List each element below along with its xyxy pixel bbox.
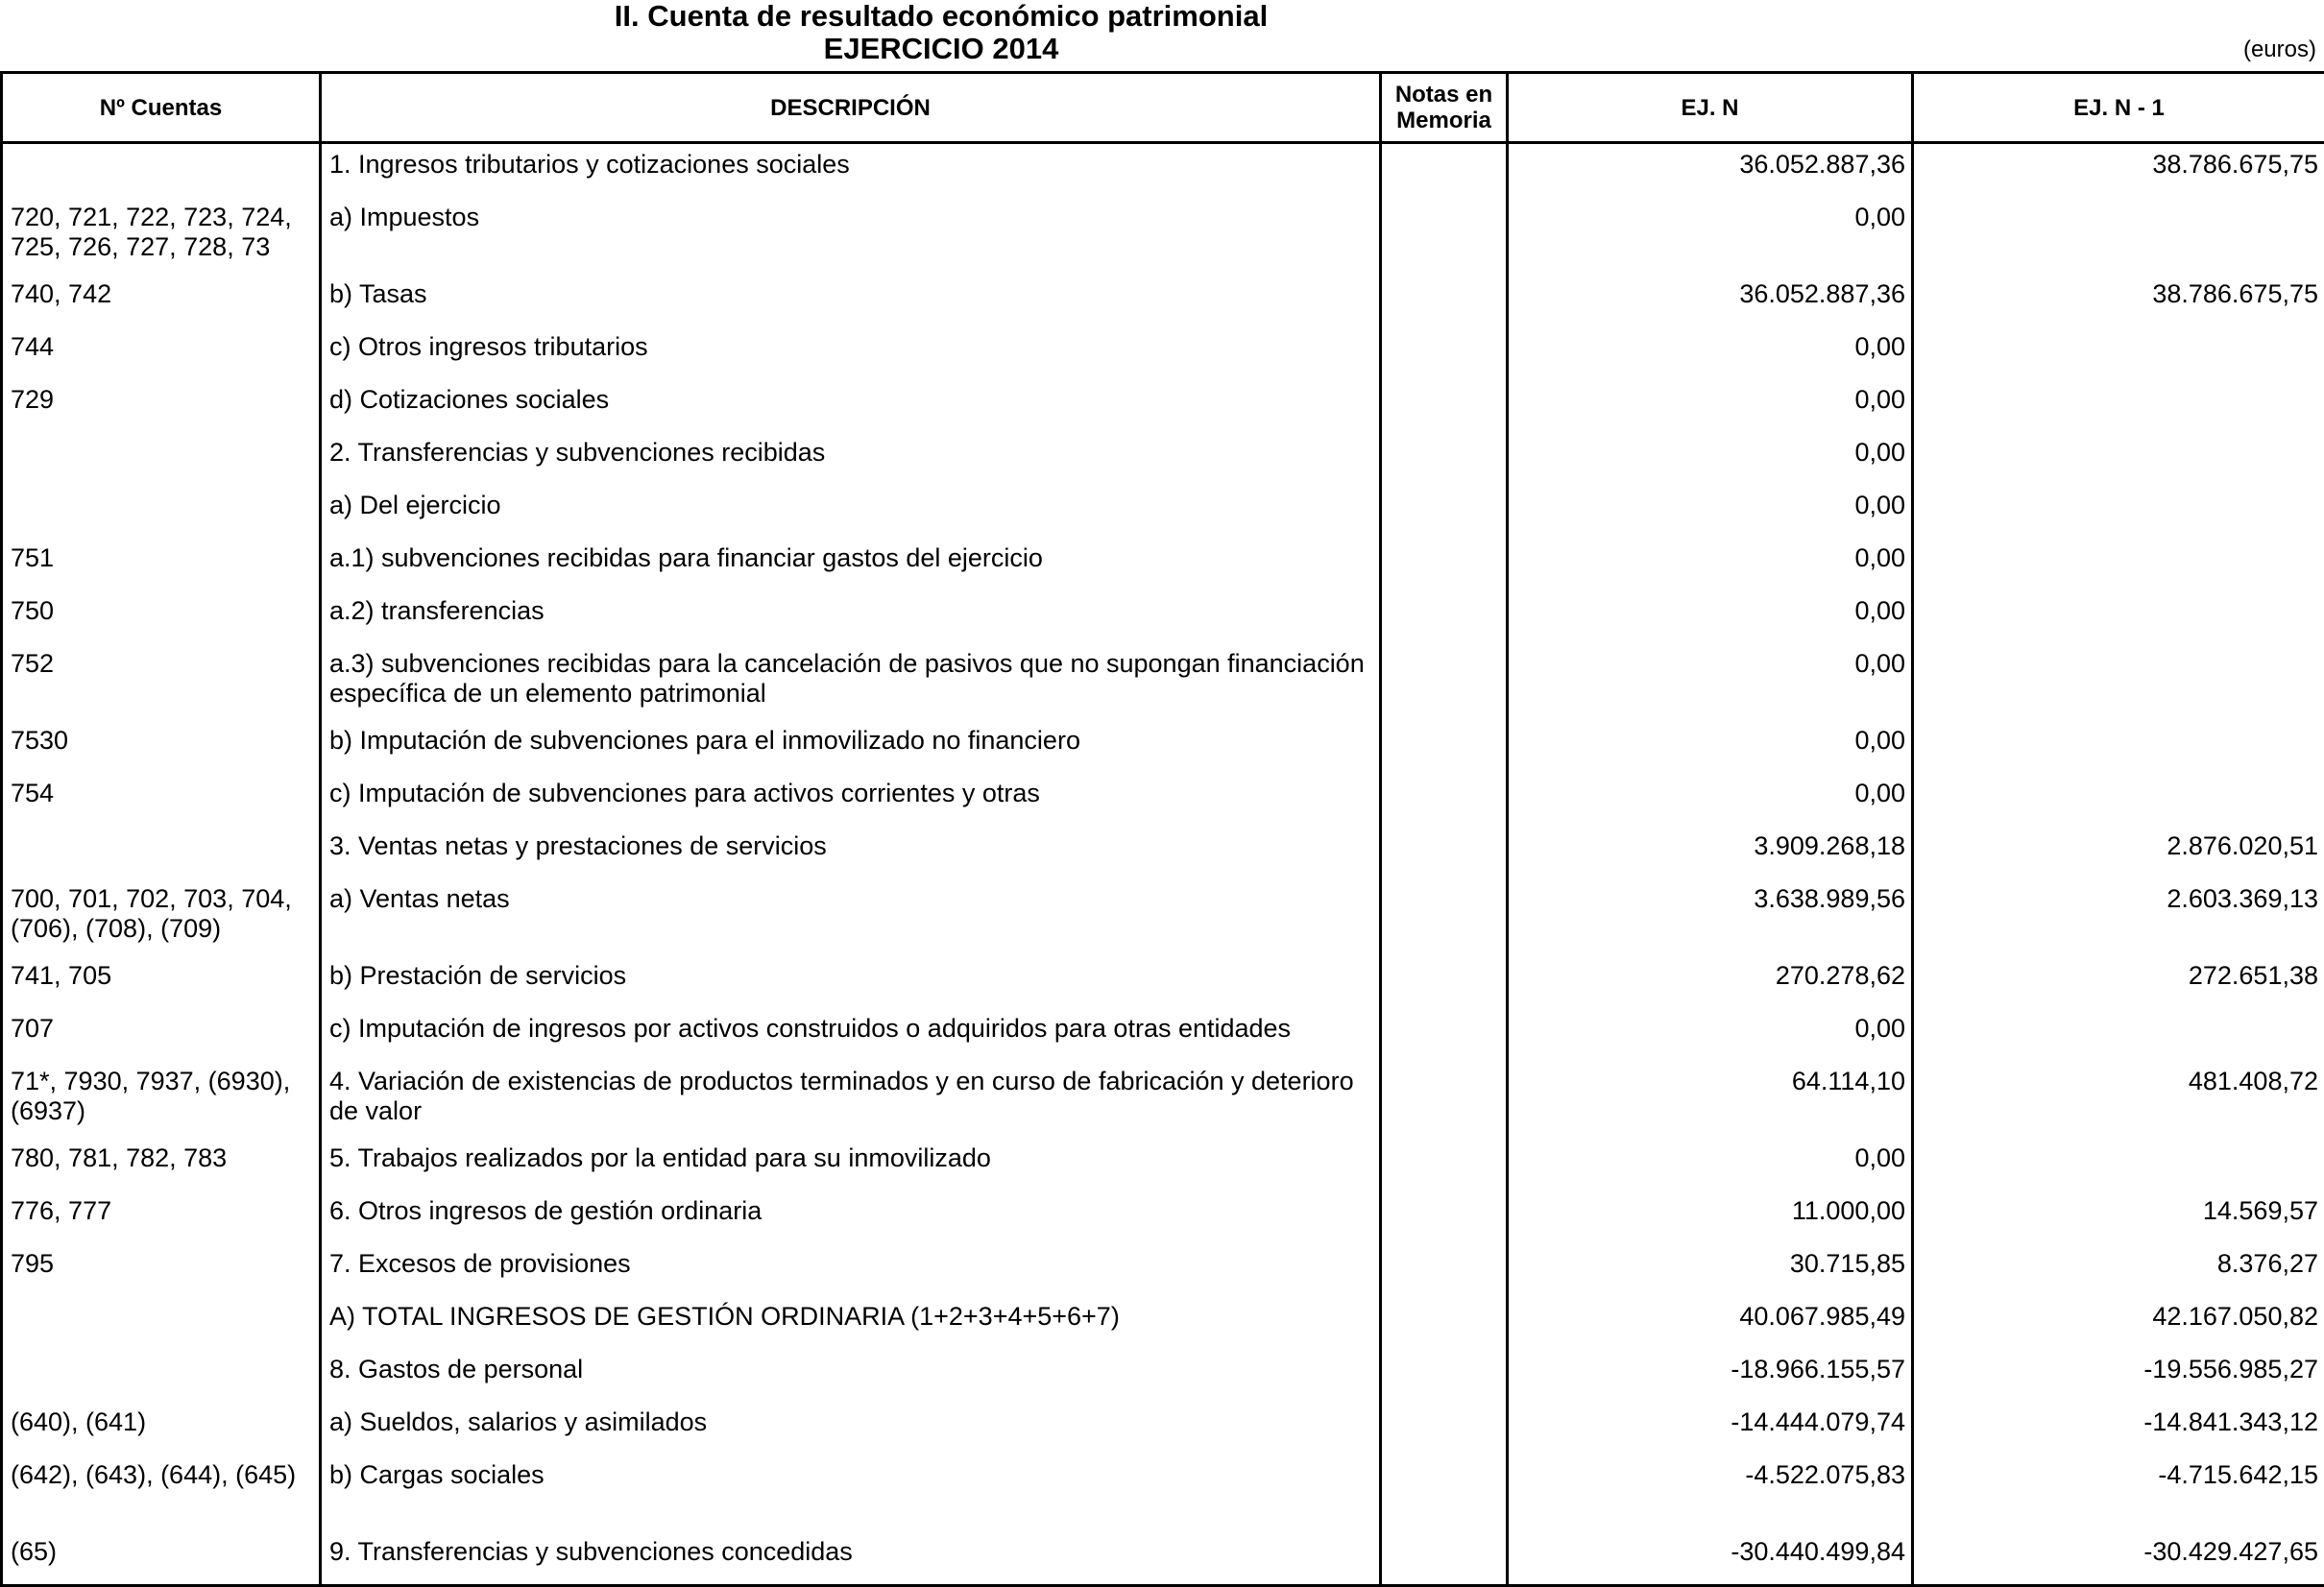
table-row — [2, 1190, 2324, 1243]
cell-ej-n1: 14.569,57 — [1913, 1190, 2324, 1243]
cell-ej-n: -18.966.155,57 — [1508, 1349, 1913, 1402]
cell-descripcion: b) Prestación de servicios — [321, 955, 1381, 1008]
cell-ej-n1: 272.651,38 — [1913, 955, 2324, 1008]
table-row — [2, 379, 2324, 432]
cell-descripcion: c) Imputación de subvenciones para activos corrientes y otras — [321, 773, 1381, 826]
cell-ej-n1: 2.876.020,51 — [1913, 826, 2324, 878]
cell-notas — [1381, 1243, 1508, 1296]
cell-descripcion: c) Otros ingresos tributarios — [321, 326, 1381, 379]
currency-unit: (euros) — [2243, 36, 2316, 63]
table-row — [2, 720, 2324, 773]
cell-notas — [1381, 1138, 1508, 1190]
cell-notas — [1381, 1190, 1508, 1243]
table-row — [2, 197, 2324, 274]
cell-notas — [1381, 485, 1508, 538]
cell-notas — [1381, 720, 1508, 773]
cell-ej-n: 36.052.887,36 — [1508, 143, 1913, 198]
results-table — [0, 71, 2324, 1587]
cell-cuentas: 740, 742 — [2, 274, 321, 326]
col-header-cuentas: Nº Cuentas — [2, 73, 321, 143]
col-header-notas: Notas en Memoria — [1381, 73, 1508, 143]
cell-ej-n1: 38.786.675,75 — [1913, 143, 2324, 198]
cell-descripcion: 7. Excesos de provisiones — [321, 1243, 1381, 1296]
table-row — [2, 773, 2324, 826]
cell-cuentas: 729 — [2, 379, 321, 432]
table-row — [2, 590, 2324, 643]
cell-ej-n: -4.522.075,83 — [1508, 1455, 1913, 1531]
cell-notas — [1381, 1349, 1508, 1402]
cell-notas — [1381, 1296, 1508, 1349]
col-header-ej-n: EJ. N — [1508, 73, 1913, 143]
cell-cuentas: 754 — [2, 773, 321, 826]
table-row — [2, 274, 2324, 326]
cell-cuentas: 744 — [2, 326, 321, 379]
cell-cuentas: 751 — [2, 538, 321, 590]
table-row — [2, 643, 2324, 720]
cell-cuentas — [2, 432, 321, 485]
cell-notas — [1381, 432, 1508, 485]
cell-notas — [1381, 878, 1508, 955]
cell-ej-n: 0,00 — [1508, 538, 1913, 590]
cell-ej-n1 — [1913, 1008, 2324, 1061]
table-row — [2, 1061, 2324, 1138]
cell-cuentas: (640), (641) — [2, 1402, 321, 1455]
cell-cuentas — [2, 1296, 321, 1349]
cell-ej-n: 3.909.268,18 — [1508, 826, 1913, 878]
cell-ej-n1 — [1913, 538, 2324, 590]
cell-ej-n: 0,00 — [1508, 773, 1913, 826]
cell-notas — [1381, 197, 1508, 274]
table-header-row — [2, 73, 2324, 143]
cell-cuentas — [2, 1349, 321, 1402]
cell-descripcion: A) TOTAL INGRESOS DE GESTIÓN ORDINARIA (1+2+3+4+5+6+7) — [321, 1296, 1381, 1349]
cell-ej-n: 0,00 — [1508, 432, 1913, 485]
cell-ej-n1 — [1913, 720, 2324, 773]
cell-ej-n1: 38.786.675,75 — [1913, 274, 2324, 326]
cell-ej-n: 0,00 — [1508, 197, 1913, 274]
cell-ej-n1: 8.376,27 — [1913, 1243, 2324, 1296]
cell-cuentas: 776, 777 — [2, 1190, 321, 1243]
cell-ej-n1 — [1913, 643, 2324, 720]
cell-descripcion: b) Imputación de subvenciones para el inmovilizado no financiero — [321, 720, 1381, 773]
cell-cuentas: 750 — [2, 590, 321, 643]
cell-ej-n: -14.444.079,74 — [1508, 1402, 1913, 1455]
cell-cuentas: 700, 701, 702, 703, 704, (706), (708), (709) — [2, 878, 321, 955]
cell-descripcion: 6. Otros ingresos de gestión ordinaria — [321, 1190, 1381, 1243]
cell-cuentas: 7530 — [2, 720, 321, 773]
cell-ej-n1: -4.715.642,15 — [1913, 1455, 2324, 1531]
cell-descripcion: a.2) transferencias — [321, 590, 1381, 643]
cell-notas — [1381, 326, 1508, 379]
cell-descripcion: c) Imputación de ingresos por activos construidos o adquiridos para otras entidades — [321, 1008, 1381, 1061]
cell-ej-n: -30.440.499,84 — [1508, 1531, 1913, 1586]
table-row — [2, 1296, 2324, 1349]
cell-descripcion: 4. Variación de existencias de productos terminados y en curso de fabricación y deterioro de valor — [321, 1061, 1381, 1138]
table-row — [2, 1349, 2324, 1402]
cell-ej-n: 36.052.887,36 — [1508, 274, 1913, 326]
cell-notas — [1381, 826, 1508, 878]
table-row — [2, 326, 2324, 379]
table-row — [2, 1455, 2324, 1531]
table-row — [2, 826, 2324, 878]
table-row — [2, 432, 2324, 485]
cell-ej-n1: -19.556.985,27 — [1913, 1349, 2324, 1402]
cell-descripcion: 9. Transferencias y subvenciones concedidas — [321, 1531, 1381, 1586]
cell-cuentas: 741, 705 — [2, 955, 321, 1008]
table-row — [2, 1531, 2324, 1586]
cell-notas — [1381, 1061, 1508, 1138]
cell-descripcion: 1. Ingresos tributarios y cotizaciones sociales — [321, 143, 1381, 198]
cell-descripcion: b) Cargas sociales — [321, 1455, 1381, 1531]
cell-descripcion: a.1) subvenciones recibidas para financiar gastos del ejercicio — [321, 538, 1381, 590]
cell-descripcion: a) Del ejercicio — [321, 485, 1381, 538]
cell-notas — [1381, 1455, 1508, 1531]
cell-ej-n: 270.278,62 — [1508, 955, 1913, 1008]
table-row — [2, 143, 2324, 198]
cell-descripcion: a) Impuestos — [321, 197, 1381, 274]
cell-ej-n: 0,00 — [1508, 379, 1913, 432]
report-subtitle: EJERCICIO 2014 — [0, 33, 1882, 65]
cell-notas — [1381, 379, 1508, 432]
cell-ej-n1 — [1913, 1138, 2324, 1190]
cell-ej-n1 — [1913, 773, 2324, 826]
cell-ej-n1 — [1913, 590, 2324, 643]
cell-ej-n: 3.638.989,56 — [1508, 878, 1913, 955]
cell-cuentas: 752 — [2, 643, 321, 720]
cell-ej-n1 — [1913, 379, 2324, 432]
cell-descripcion: a) Sueldos, salarios y asimilados — [321, 1402, 1381, 1455]
cell-descripcion: 8. Gastos de personal — [321, 1349, 1381, 1402]
cell-ej-n1: -30.429.427,65 — [1913, 1531, 2324, 1586]
cell-ej-n: 0,00 — [1508, 1138, 1913, 1190]
cell-cuentas — [2, 826, 321, 878]
cell-cuentas: 71*, 7930, 7937, (6930), (6937) — [2, 1061, 321, 1138]
cell-cuentas: 780, 781, 782, 783 — [2, 1138, 321, 1190]
cell-ej-n: 0,00 — [1508, 326, 1913, 379]
cell-ej-n1 — [1913, 432, 2324, 485]
cell-descripcion: 3. Ventas netas y prestaciones de servicios — [321, 826, 1381, 878]
cell-descripcion: 2. Transferencias y subvenciones recibidas — [321, 432, 1381, 485]
cell-cuentas: 707 — [2, 1008, 321, 1061]
cell-cuentas — [2, 485, 321, 538]
cell-ej-n: 0,00 — [1508, 485, 1913, 538]
cell-notas — [1381, 590, 1508, 643]
cell-cuentas: 720, 721, 722, 723, 724, 725, 726, 727, 728, 73 — [2, 197, 321, 274]
cell-cuentas: (65) — [2, 1531, 321, 1586]
cell-notas — [1381, 274, 1508, 326]
cell-notas — [1381, 1402, 1508, 1455]
cell-ej-n1 — [1913, 485, 2324, 538]
col-header-ej-n1: EJ. N - 1 — [1913, 73, 2324, 143]
cell-ej-n: 0,00 — [1508, 720, 1913, 773]
cell-descripcion: d) Cotizaciones sociales — [321, 379, 1381, 432]
cell-ej-n: 0,00 — [1508, 643, 1913, 720]
cell-ej-n1 — [1913, 197, 2324, 274]
cell-ej-n1 — [1913, 326, 2324, 379]
table-row — [2, 485, 2324, 538]
cell-cuentas: 795 — [2, 1243, 321, 1296]
cell-descripcion: a.3) subvenciones recibidas para la cancelación de pasivos que no supongan financiación específica de un elemento patrimonial — [321, 643, 1381, 720]
cell-ej-n: 0,00 — [1508, 590, 1913, 643]
table-row — [2, 1138, 2324, 1190]
table-row — [2, 1243, 2324, 1296]
table-row — [2, 878, 2324, 955]
cell-ej-n: 40.067.985,49 — [1508, 1296, 1913, 1349]
table-row — [2, 955, 2324, 1008]
report-title: II. Cuenta de resultado económico patrimonial — [0, 0, 1882, 33]
cell-notas — [1381, 1531, 1508, 1586]
cell-ej-n1: 481.408,72 — [1913, 1061, 2324, 1138]
cell-descripcion: 5. Trabajos realizados por la entidad para su inmovilizado — [321, 1138, 1381, 1190]
table-row — [2, 538, 2324, 590]
cell-ej-n1: 2.603.369,13 — [1913, 878, 2324, 955]
cell-notas — [1381, 773, 1508, 826]
cell-ej-n1: -14.841.343,12 — [1913, 1402, 2324, 1455]
cell-descripcion: a) Ventas netas — [321, 878, 1381, 955]
table-row — [2, 1402, 2324, 1455]
cell-ej-n1: 42.167.050,82 — [1913, 1296, 2324, 1349]
cell-ej-n: 11.000,00 — [1508, 1190, 1913, 1243]
cell-cuentas — [2, 143, 321, 198]
cell-notas — [1381, 538, 1508, 590]
table-row — [2, 1008, 2324, 1061]
cell-notas — [1381, 1008, 1508, 1061]
cell-ej-n: 30.715,85 — [1508, 1243, 1913, 1296]
cell-ej-n: 0,00 — [1508, 1008, 1913, 1061]
cell-notas — [1381, 143, 1508, 198]
cell-cuentas: (642), (643), (644), (645) — [2, 1455, 321, 1531]
col-header-descripcion: DESCRIPCIÓN — [321, 73, 1381, 143]
cell-notas — [1381, 643, 1508, 720]
cell-notas — [1381, 955, 1508, 1008]
cell-ej-n: 64.114,10 — [1508, 1061, 1913, 1138]
cell-descripcion: b) Tasas — [321, 274, 1381, 326]
